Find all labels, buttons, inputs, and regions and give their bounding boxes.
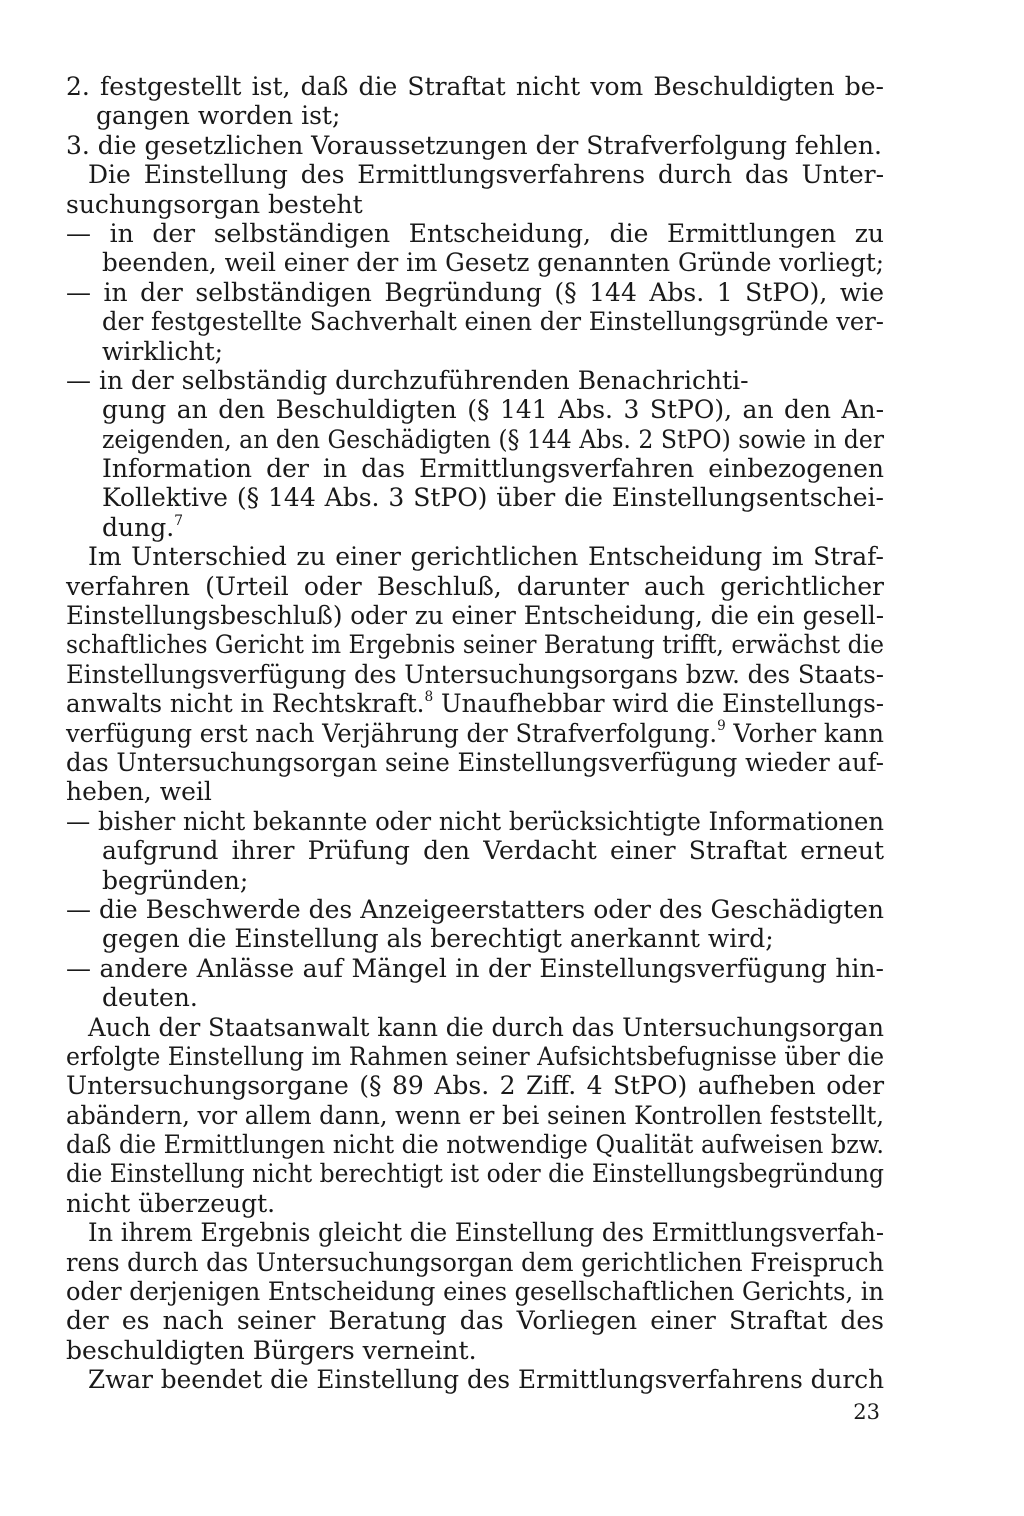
text-line <box>66 1159 884 1188</box>
text-line <box>66 866 884 895</box>
line-text: begründen; <box>102 865 249 895</box>
text-line <box>66 1306 884 1335</box>
line-text: Einstellungsbeschluß) oder zu einer Entscheidung, die ein gesell- <box>66 601 884 631</box>
text-line <box>66 924 884 953</box>
line-text: dung.$^7$ <box>102 512 184 542</box>
text-line <box>66 1189 884 1218</box>
text-line <box>66 425 884 454</box>
text-line <box>66 983 884 1012</box>
text-line <box>66 601 884 630</box>
line-text: verfügung erst nach Verjährung der Strafverfolgung.$^9$ Vorher kann <box>66 718 885 748</box>
line-text: anwalts nicht in Rechtskraft.$^8$ Unaufhebbar wird die Einstellungs- <box>66 688 885 719</box>
text-line <box>66 1336 884 1365</box>
text-line <box>66 278 884 307</box>
line-text: Die Einstellung des Ermittlungsverfahrens durch das Unter- <box>88 160 885 190</box>
text-line <box>66 483 884 512</box>
text-line <box>66 689 884 718</box>
line-text: heben, weil <box>66 777 212 807</box>
text-line <box>66 454 884 483</box>
line-text: Information der in das Ermittlungsverfahren einbezogenen <box>102 454 885 484</box>
text-line <box>66 572 884 601</box>
text-line <box>66 1218 884 1247</box>
text-line <box>66 1248 884 1277</box>
line-text: 3. die gesetzlichen Voraussetzungen der Strafverfolgung fehlen. <box>66 130 882 160</box>
line-text: schaftliches Gericht im Ergebnis seiner Beratung trifft, erwächst die <box>66 630 884 660</box>
line-text: das Untersuchungsorgan seine Einstellungsverfügung wieder auf- <box>66 747 884 777</box>
line-text: — in der selbständigen Entscheidung, die Ermittlungen zu <box>66 218 885 248</box>
line-text: — in der selbständigen Begründung (§ 144 Abs. 1 StPO), wie <box>66 277 885 307</box>
line-text: beschuldigten Bürgers verneint. <box>66 1335 477 1365</box>
line-text: deuten. <box>102 983 198 1013</box>
footnote-marker: 7 <box>174 512 184 529</box>
line-text: der es nach seiner Beratung das Vorliegen einer Straftat des <box>66 1306 885 1336</box>
text-line <box>66 1365 884 1394</box>
line-text: Untersuchungsorgane (§ 89 Abs. 2 Ziff. 4 StPO) aufheben oder <box>66 1071 885 1101</box>
text-line <box>66 719 884 748</box>
text-line <box>66 1130 884 1159</box>
line-text: beenden, weil einer der im Gesetz genannten Gründe vorliegt; <box>102 248 885 278</box>
text-line <box>66 660 884 689</box>
line-text: Einstellungsverfügung des Untersuchungsorgans bzw. des Staats- <box>66 659 884 689</box>
line-text: oder derjenigen Entscheidung eines gesellschaftlichen Gerichts, in <box>66 1277 884 1307</box>
text-line <box>66 101 884 130</box>
text-line <box>66 72 884 101</box>
text-line <box>66 807 884 836</box>
line-text: erfolgte Einstellung im Rahmen seiner Aufsichtsbefugnisse über die <box>66 1041 885 1071</box>
text-line <box>66 190 884 219</box>
line-text: daß die Ermittlungen nicht die notwendige Qualität aufweisen bzw. <box>66 1130 884 1160</box>
text-line <box>66 160 884 189</box>
text-line <box>66 1101 884 1130</box>
text-line <box>66 307 884 336</box>
text-line <box>66 748 884 777</box>
text-line <box>66 777 884 806</box>
text-line <box>66 366 884 395</box>
line-text: verfahren (Urteil oder Beschluß, darunter auch gerichtlicher <box>66 571 884 601</box>
line-text: In ihrem Ergebnis gleicht die Einstellung des Ermittlungsverfah- <box>88 1218 884 1248</box>
text-line <box>66 1071 884 1100</box>
line-text: gung an den Beschuldigten (§ 141 Abs. 3 StPO), an den An- <box>102 395 885 425</box>
line-text: die Einstellung nicht berechtigt ist oder die Einstellungsbegründung <box>66 1159 884 1189</box>
line-text: der festgestellte Sachverhalt einen der Einstellungsgründe ver- <box>102 307 884 337</box>
line-text: — andere Anlässe auf Mängel in der Einstellungsverfügung hin- <box>66 953 884 983</box>
line-text: — in der selbständig durchzuführenden Benachrichti- <box>66 365 749 395</box>
page-number: 23 <box>853 1400 880 1424</box>
line-text: 2. festgestellt ist, daß die Straftat nicht vom Beschuldigten be- <box>66 72 884 101</box>
line-text: nicht überzeugt. <box>66 1188 276 1218</box>
line-text: Zwar beendet die Einstellung des Ermittlungsverfahrens durch <box>88 1365 885 1395</box>
body-text <box>66 72 884 1395</box>
text-line <box>66 337 884 366</box>
text-line <box>66 836 884 865</box>
line-text: rens durch das Untersuchungsorgan dem gerichtlichen Freispruch <box>66 1247 885 1277</box>
text-line <box>66 513 884 542</box>
line-text: suchungsorgan besteht <box>66 189 363 219</box>
text-line <box>66 895 884 924</box>
footnote-marker: 9 <box>717 718 726 735</box>
line-text: — bisher nicht bekannte oder nicht berücksichtigte Informationen <box>66 806 885 836</box>
text-line <box>66 1042 884 1071</box>
line-text: gegen die Einstellung als berechtigt anerkannt wird; <box>102 924 774 954</box>
text-line <box>66 131 884 160</box>
text-line <box>66 219 884 248</box>
line-text: Kollektive (§ 144 Abs. 3 StPO) über die Einstellungsentschei- <box>102 483 884 513</box>
text-line <box>66 542 884 571</box>
footnote-marker: 8 <box>424 688 434 705</box>
text-line <box>66 630 884 659</box>
line-text: Im Unterschied zu einer gerichtlichen Entscheidung im Straf- <box>88 542 884 572</box>
line-text: — die Beschwerde des Anzeigeerstatters oder des Geschädigten <box>66 894 885 924</box>
line-text: aufgrund ihrer Prüfung den Verdacht einer Straftat erneut <box>102 836 885 866</box>
text-line <box>66 248 884 277</box>
text-line <box>66 1277 884 1306</box>
text-line <box>66 1013 884 1042</box>
line-text: Auch der Staatsanwalt kann die durch das Untersuchungsorgan <box>88 1012 885 1042</box>
line-text: gangen worden ist; <box>96 101 341 131</box>
line-text: wirklicht; <box>102 336 224 366</box>
text-line <box>66 954 884 983</box>
text-line <box>66 395 884 424</box>
line-text: abändern, vor allem dann, wenn er bei seinen Kontrollen feststellt, <box>66 1100 885 1130</box>
line-text: zeigenden, an den Geschädigten (§ 144 Abs. 2 StPO) sowie in der <box>102 424 885 454</box>
